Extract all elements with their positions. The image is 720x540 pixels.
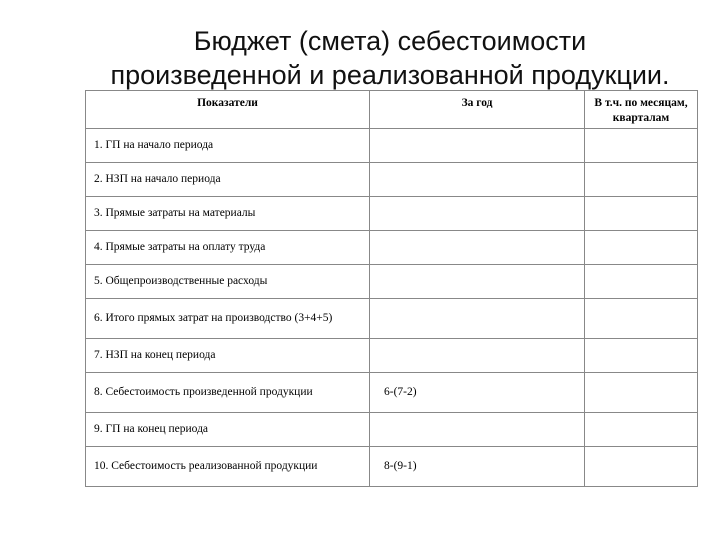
row-year-value bbox=[370, 339, 585, 373]
table-row bbox=[86, 299, 698, 339]
header-months: В т.ч. по месяцам, кварталам bbox=[585, 91, 698, 129]
title-line-2: произведенной и реализованной продукции. bbox=[110, 60, 670, 90]
row-months-value bbox=[585, 231, 698, 265]
row-months-value bbox=[585, 197, 698, 231]
table-row bbox=[86, 413, 698, 447]
row-label: 10. Себестоимость реализованной продукции bbox=[86, 447, 370, 487]
row-label: 8. Себестоимость произведенной продукции bbox=[86, 373, 370, 413]
row-label: 6. Итого прямых затрат на производство (3+4+5) bbox=[86, 299, 370, 339]
row-months-value bbox=[585, 163, 698, 197]
table-row bbox=[86, 265, 698, 299]
row-months-value bbox=[585, 265, 698, 299]
table-row bbox=[86, 129, 698, 163]
row-label: 7. НЗП на конец периода bbox=[86, 339, 370, 373]
row-months-value bbox=[585, 413, 698, 447]
table-row bbox=[86, 197, 698, 231]
row-months-value bbox=[585, 299, 698, 339]
header-indicators: Показатели bbox=[86, 91, 370, 129]
header-year: За год bbox=[370, 91, 585, 129]
row-year-value bbox=[370, 299, 585, 339]
table-row bbox=[86, 373, 698, 413]
row-months-value bbox=[585, 339, 698, 373]
table-row bbox=[86, 163, 698, 197]
row-months-value bbox=[585, 129, 698, 163]
row-months-value bbox=[585, 447, 698, 487]
row-label: 1. ГП на начало периода bbox=[86, 129, 370, 163]
row-label: 5. Общепроизводственные расходы bbox=[86, 265, 370, 299]
row-year-value bbox=[370, 413, 585, 447]
row-year-value bbox=[370, 265, 585, 299]
row-label: 2. НЗП на начало периода bbox=[86, 163, 370, 197]
slide-title bbox=[0, 24, 720, 92]
row-label: 3. Прямые затраты на материалы bbox=[86, 197, 370, 231]
table-row bbox=[86, 231, 698, 265]
row-label: 9. ГП на конец периода bbox=[86, 413, 370, 447]
table-row bbox=[86, 447, 698, 487]
title-line-1: Бюджет (смета) себестоимости bbox=[193, 26, 587, 56]
row-year-value bbox=[370, 231, 585, 265]
table-row bbox=[86, 339, 698, 373]
row-year-value: 8-(9-1) bbox=[370, 447, 585, 487]
row-year-value bbox=[370, 197, 585, 231]
budget-table bbox=[85, 90, 698, 487]
row-year-value bbox=[370, 163, 585, 197]
row-year-value: 6-(7-2) bbox=[370, 373, 585, 413]
row-months-value bbox=[585, 373, 698, 413]
row-year-value bbox=[370, 129, 585, 163]
table-header-row bbox=[86, 91, 698, 129]
row-label: 4. Прямые затраты на оплату труда bbox=[86, 231, 370, 265]
